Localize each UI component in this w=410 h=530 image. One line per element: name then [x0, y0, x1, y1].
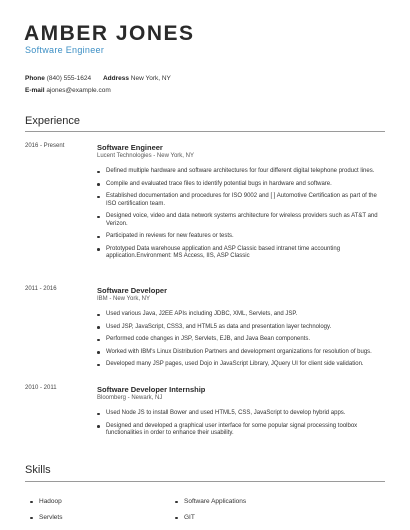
job-company: IBM - New York, NY	[97, 296, 151, 302]
skill-item: Software Applications	[175, 498, 246, 505]
email-value: ajones@example.com	[46, 87, 111, 94]
job-bullet: Developed many JSP pages, used Dojo in JavaScript Library, JQuery UI for client side validation.	[97, 361, 385, 369]
email-label: E-mail	[25, 87, 45, 94]
skill-item: Servlets	[30, 514, 62, 521]
job-dates: 2011 - 2016	[25, 286, 57, 292]
job-bullet: Used Node JS to install Bower and used HTML5, CSS, JavaScript to develop hybrid apps.	[97, 410, 385, 418]
job-bullet: Designed voice, video and data network systems architecture for wireless providers such as AT&T and Verizon.	[97, 213, 385, 228]
job-details	[97, 286, 385, 374]
job-role: Software Engineer	[97, 143, 163, 152]
address-value: New York, NY	[130, 75, 171, 82]
experience-divider	[25, 131, 385, 132]
job-dates: 2010 - 2011	[25, 385, 57, 391]
job-bullet: Used various Java, J2EE APIs including JDBC, XML, Servlets, and JSP.	[97, 311, 385, 319]
job-bullet: Participated in reviews for new features or tests.	[97, 233, 385, 241]
phone-label: Phone	[25, 75, 45, 82]
address-label: Address	[102, 75, 129, 82]
job-dates: 2016 - Present	[25, 143, 65, 149]
job-role: Software Developer	[97, 286, 168, 295]
job-bullet: Designed and developed a graphical user interface for some popular signal processing toolbox functionalities in order to enhance their usability.	[97, 423, 385, 438]
skills-divider	[25, 481, 385, 482]
job-bullet: Established documentation and procedures for ISO 9002 and [ ] Automotive Certification as part of the ISO certification team.	[97, 193, 385, 208]
job-details	[97, 143, 385, 266]
job-bullets	[97, 410, 385, 438]
job-bullet: Defined multiple hardware and software architectures for four different digital telephone product lines.	[97, 168, 385, 176]
job-bullet: Performed code changes in JSP, Servlets, EJB, and Java Bean components.	[97, 336, 385, 344]
job-bullets	[97, 168, 385, 261]
job-bullet: Prototyped Data warehouse application and ASP Classic based intranet time accounting application.Environment: MS Access, IIS, ASP Classic	[97, 246, 385, 261]
candidate-title: Software Engineer	[25, 45, 105, 55]
skill-item: GIT	[175, 514, 195, 521]
job-company: Bloomberg - Newark, NJ	[97, 395, 163, 401]
experience-heading: Experience	[25, 115, 81, 127]
candidate-name: AMBER JONES	[24, 22, 195, 45]
contact-line-2	[25, 86, 111, 95]
job-company: Lucent Technologies - New York, NY	[97, 153, 194, 159]
job-bullets	[97, 311, 385, 369]
job-details	[97, 385, 385, 443]
job-role: Software Developer Internship	[97, 385, 206, 394]
contact-line-1	[25, 74, 171, 83]
phone-value: (840) 555-1624	[46, 75, 92, 82]
skills-heading: Skills	[25, 464, 51, 476]
job-bullet: Compile and evaluated trace files to identify potential bugs in hardware and software.	[97, 181, 385, 189]
skill-item: Hadoop	[30, 498, 62, 505]
job-bullet: Used JSP, JavaScript, CSS3, and HTML5 as data and presentation layer technology.	[97, 324, 385, 332]
job-bullet: Worked with IBM's Linux Distribution Partners and development organizations for resolution of bugs.	[97, 349, 385, 357]
